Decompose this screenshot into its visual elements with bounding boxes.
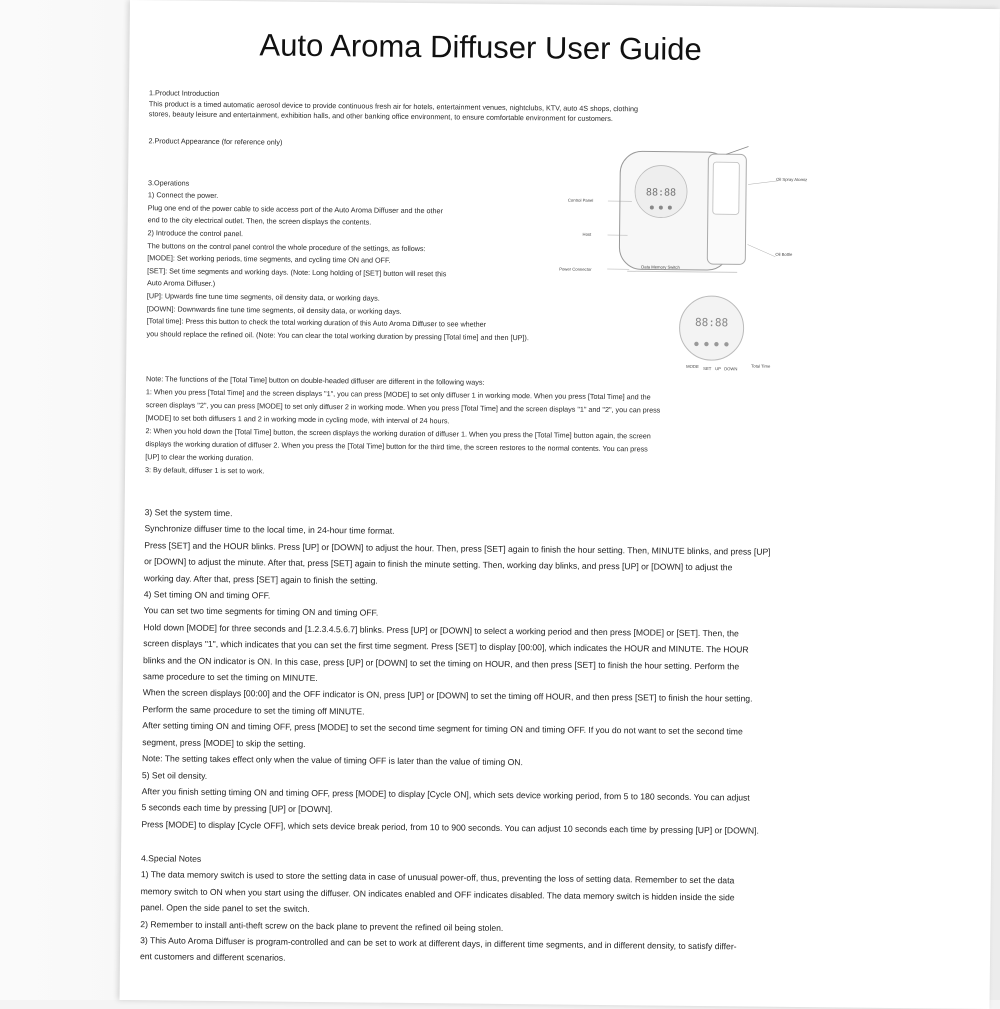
settings-line: screen displays "1", which indicates that you can set the first time segment. Press [SET] to display [00:00], which indicates the HOUR and MINUTE. The HOUR (143, 635, 769, 658)
settings-line: same procedure to set the timing on MINUTE. (143, 668, 769, 691)
settings-line: You can set two time segments for timing ON and timing OFF. (144, 603, 770, 626)
note-line-6: displays the working duration of diffuser 2. When you press the [Total Time] button for the third time, the screen restores to the normal contents. You can press (145, 439, 648, 454)
label-oil-bottle: Oil Bottle (775, 252, 792, 257)
display-digits: 88:88 (646, 187, 676, 198)
note-line-2: 1: When you press [Total Time] and the screen displays "1", you can press [MODE] to set only diffuser 1 in working mode. When you press [Total Time] and the (146, 387, 651, 402)
label-total-time: Total Time (751, 364, 770, 369)
special-line: 4.Special Notes (141, 850, 738, 873)
special-line: ent customers and different scenarios. (140, 949, 737, 972)
label-set: SET (703, 366, 711, 371)
note-line-3: screen displays "2", you can press [MODE] to set only diffuser 2 in working mode. When you press [Total Time] and the screen displays "1" and "2", you can press (146, 400, 661, 415)
label-mode: MODE (686, 364, 699, 369)
appearance-heading: 2.Product Appearance (for reference only) (148, 136, 282, 147)
operations-line-1: 1) Connect the power. (148, 190, 218, 200)
settings-line: 4) Set timing ON and timing OFF. (144, 586, 770, 609)
label-oil-spray: Oil Spray Atomiz (776, 177, 807, 182)
operations-line-7: [SET]: Set time segments and working days. (Note: Long holding of [SET] button will reset this (147, 266, 446, 279)
special-notes-block (140, 850, 738, 971)
operations-line-2: Plug one end of the power cable to side access port of the Auto Aroma Diffuser and the other (148, 203, 443, 216)
settings-line: Press [SET] and the HOUR blinks. Press [UP] or [DOWN] to adjust the hour. Then, press [SET] again to finish the hour setting. Then, MINUTE blinks, and press [UP] (144, 537, 770, 560)
note-line-8: 3: By default, diffuser 1 is set to work. (145, 465, 264, 476)
operations-line-5: The buttons on the control panel control the whole procedure of the settings, as follows: (147, 241, 425, 254)
intro-line-1: This product is a timed automatic aerosol device to provide continuous fresh air for hotels, entertainment venues, nightclubs, KTV, auto 4S shops, clothing (149, 99, 638, 114)
settings-line: 5) Set oil density. (142, 767, 768, 790)
note-line-1: Note: The functions of the [Total Time] button on double-headed diffuser are different in the following ways: (146, 374, 485, 387)
settings-line: working day. After that, press [SET] again to finish the setting. (144, 570, 770, 593)
operations-line-6: [MODE]: Set working periods, time segments, and cycling time ON and OFF. (147, 253, 390, 265)
product-appearance-figure (607, 143, 969, 297)
control-panel-closeup (666, 292, 757, 371)
label-down: DOWN (724, 366, 737, 371)
settings-line: 5 seconds each time by pressing [UP] or [DOWN]. (141, 799, 767, 822)
special-line: panel. Open the side panel to set the switch. (140, 899, 737, 922)
special-line: 3) This Auto Aroma Diffuser is program-controlled and can be set to work at different days, in different time segments, and in different density, to satisfy differ- (140, 932, 737, 955)
special-line: 2) Remember to install anti-theft screw on the back plane to prevent the refined oil being stolen. (140, 916, 737, 939)
operations-line-8: Auto Aroma Diffuser.) (147, 278, 215, 288)
settings-line: After you finish setting timing ON and timing OFF, press [MODE] to display [Cycle ON], which sets device working period, from 5 to 180 seconds. You can adjust (142, 783, 768, 806)
settings-line: Perform the same procedure to set the timing off MINUTE. (142, 701, 768, 724)
label-up: UP (715, 366, 721, 371)
settings-line: Hold down [MODE] for three seconds and [1.2.3.4.5.6.7] blinks. Press [UP] or [DOWN] to select a working period and then press [MODE] or [SET]. Then, the (143, 619, 769, 642)
operations-line-9: [UP]: Upwards fine tune time segments, oil density data, or working days. (147, 291, 380, 303)
label-control-panel: Control Panel (568, 198, 593, 203)
label-host: Host (583, 232, 592, 237)
note-line-7: [UP] to clear the working duration. (145, 452, 253, 463)
settings-line: or [DOWN] to adjust the minute. After that, press [SET] again to finish the minute setting. Then, working day blinks, and press [UP] or [DOWN] to adjust the (144, 553, 770, 576)
settings-line: Note: The setting takes effect only when the value of timing OFF is later than the value of timing ON. (142, 750, 768, 773)
operations-line-11: [Total time]: Press this button to check the total working duration of this Auto Aroma Diffuser to see whether (147, 316, 487, 329)
label-data-memory-switch: Data Memory Switch (641, 264, 680, 269)
spray-nozzle-line (726, 146, 748, 154)
operations-heading: 3.Operations (148, 178, 189, 188)
operations-line-12: you should replace the refined oil. (Note: You can clear the total working duration by pressing [Total time] and then [UP]). (146, 329, 528, 343)
operations-line-3: end to the city electrical outlet. Then, the screen displays the contents. (148, 215, 372, 227)
label-power-connector: Power Connector (559, 267, 591, 272)
note-line-4: [MODE] to set both diffusers 1 and 2 in working mode in cycling mode, with interval of 24 hours. (146, 413, 450, 426)
settings-line: Press [MODE] to display [Cycle OFF], which sets device break period, from 10 to 900 seconds. You can adjust 10 seconds each time by pressing [UP] or [DOWN]. (141, 816, 767, 839)
settings-block (141, 504, 771, 839)
intro-heading: 1.Product Introduction (149, 88, 219, 98)
oil-bottle (713, 162, 740, 214)
settings-line: When the screen displays [00:00] and the OFF indicator is ON, press [UP] or [DOWN] to set the timing off HOUR, and then press [SET] to finish the hour setting. (143, 685, 769, 708)
paper-sheet (120, 0, 1000, 1009)
settings-line: Synchronize diffuser time to the local time, in 24-hour time format. (144, 521, 770, 544)
closeup-display-digits: 88:88 (695, 316, 728, 329)
page-title: Auto Aroma Diffuser User Guide (259, 27, 739, 68)
settings-line: After setting timing ON and timing OFF, press [MODE] to set the second time segment for timing ON and timing OFF. If you do not want to set the second time (142, 717, 768, 740)
operations-line-4: 2) Introduce the control panel. (148, 228, 244, 239)
note-line-5: 2: When you hold down the [Total Time] button, the screen displays the working duration of diffuser 1. When you press the [Total Time] button again, the screen (145, 426, 650, 441)
settings-line: blinks and the ON indicator is ON. In this case, press [UP] or [DOWN] to set the timing on HOUR, and then press [SET] to finish the hour setting. Perform the (143, 652, 769, 675)
settings-line: segment, press [MODE] to skip the setting. (142, 734, 768, 757)
operations-line-10: [DOWN]: Downwards fine tune time segments, oil density data, or working days. (147, 304, 402, 316)
special-line: memory switch to ON when you start using the diffuser. ON indicates enabled and OFF indicates disabled. The data memory switch is hidden inside the side (141, 883, 738, 906)
settings-line: 3) Set the system time. (145, 504, 771, 527)
special-line: 1) The data memory switch is used to store the setting data in case of unusual power-off, thus, preventing the loss of setting data. Remember to set the data (141, 867, 738, 890)
intro-line-2: stores, beauty leisure and entertainment, exhibition halls, and other banking office environment, to ensure comfortable environment for customers. (149, 109, 613, 123)
